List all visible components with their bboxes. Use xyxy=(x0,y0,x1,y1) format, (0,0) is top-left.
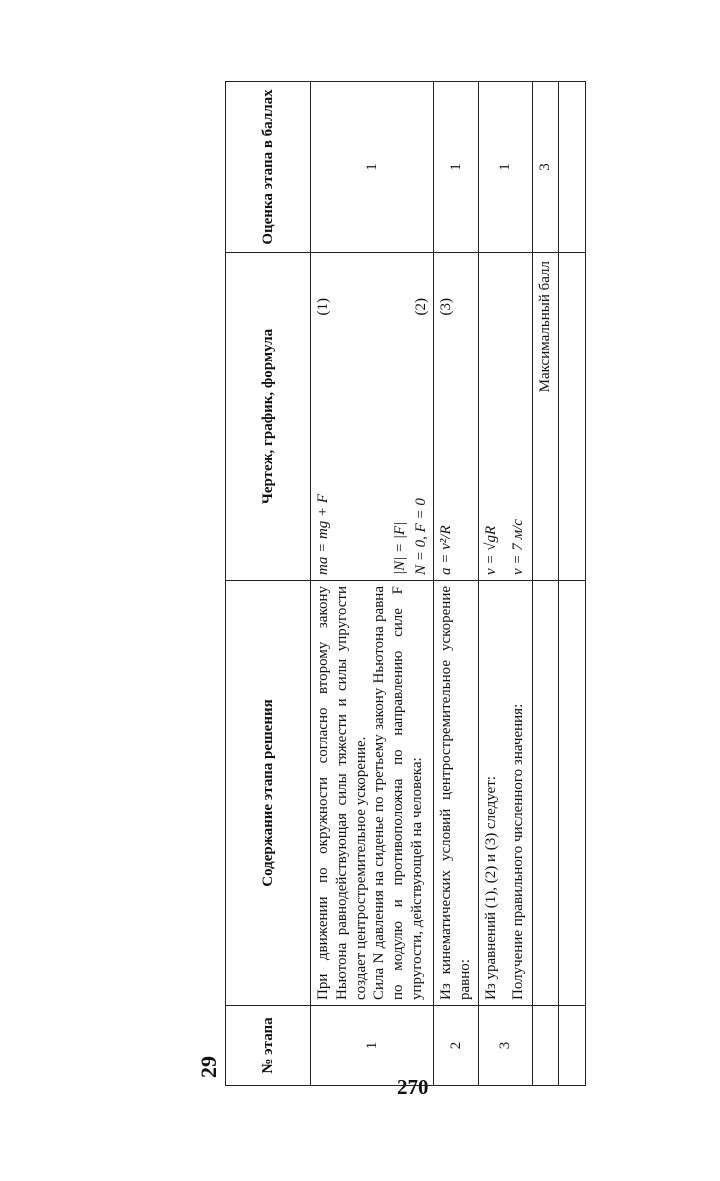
equation-tag: (3) xyxy=(438,298,455,316)
row-formula xyxy=(311,253,434,581)
table-row xyxy=(434,82,479,1086)
equation-tag: (2) xyxy=(412,298,429,316)
row-content-text: При движении по окружности согласно второму закону Ньютона равнодействующая силы тяжести и силы упругости создает центростремительное ускорение. xyxy=(315,586,369,1000)
max-score-label: Максимальный балл xyxy=(533,253,559,581)
table-row xyxy=(478,82,533,1086)
formula-line xyxy=(412,258,431,575)
row-content-text: Сила N давления на сиденье по третьему закону Ньютона равна по модулю и противоположна по направлению силе F упругости, действующей на человека: xyxy=(371,586,425,1000)
empty-cell xyxy=(533,581,559,1006)
formula-text: v = 7 м/с xyxy=(509,519,526,575)
formula-text: a = v²/R xyxy=(438,525,455,575)
row-content-text: Получение правильного численного значения: xyxy=(509,703,526,1000)
formula-text: v = √gR xyxy=(482,525,499,575)
row-num: 3 xyxy=(478,1006,533,1086)
table-row xyxy=(311,82,434,1086)
row-content-text: Из уравнений (1), (2) и (3) следует: xyxy=(482,776,499,1000)
row-score: 1 xyxy=(478,82,533,253)
rotated-content xyxy=(181,82,571,1086)
formula-line xyxy=(437,258,456,575)
empty-cell xyxy=(559,1006,586,1086)
empty-cell xyxy=(559,82,586,253)
row-num: 2 xyxy=(434,1006,479,1086)
equation-tag: (1) xyxy=(315,298,331,316)
empty-cell xyxy=(533,1006,559,1086)
table-row-max xyxy=(533,82,559,1086)
max-score-value: 3 xyxy=(533,82,559,253)
row-formula xyxy=(434,253,479,581)
page-number: 270 xyxy=(397,1075,429,1099)
header-num: № этапа xyxy=(226,1006,311,1086)
row-score: 1 xyxy=(311,82,434,253)
formula-text: N = 0, F = 0 xyxy=(412,498,429,575)
formula-text: |N| = |F| xyxy=(391,521,408,575)
formula-stack xyxy=(482,258,528,575)
row-content-text: Из кинематических условий центростремительное ускорение равно: xyxy=(438,586,473,1000)
formula-text: ma = mg + F xyxy=(315,493,331,575)
row-num: 1 xyxy=(311,1006,434,1086)
header-content: Содержание этапа решения xyxy=(226,581,311,1006)
row-content xyxy=(434,581,479,1006)
row-content xyxy=(311,581,434,1006)
row-score: 1 xyxy=(434,82,479,253)
header-score: Оценка этапа в баллах xyxy=(226,82,311,253)
empty-cell xyxy=(559,581,586,1006)
formula-line xyxy=(314,258,333,575)
grading-table xyxy=(225,81,586,1086)
empty-cell xyxy=(559,253,586,581)
table-header-row xyxy=(226,82,311,1086)
row-formula xyxy=(478,253,533,581)
header-formula: Чертеж, график, формула xyxy=(226,253,311,581)
table-row-empty xyxy=(559,82,586,1086)
row-content xyxy=(478,581,533,1006)
formula-stack xyxy=(391,258,410,575)
task-number: 29 xyxy=(196,1056,221,1078)
